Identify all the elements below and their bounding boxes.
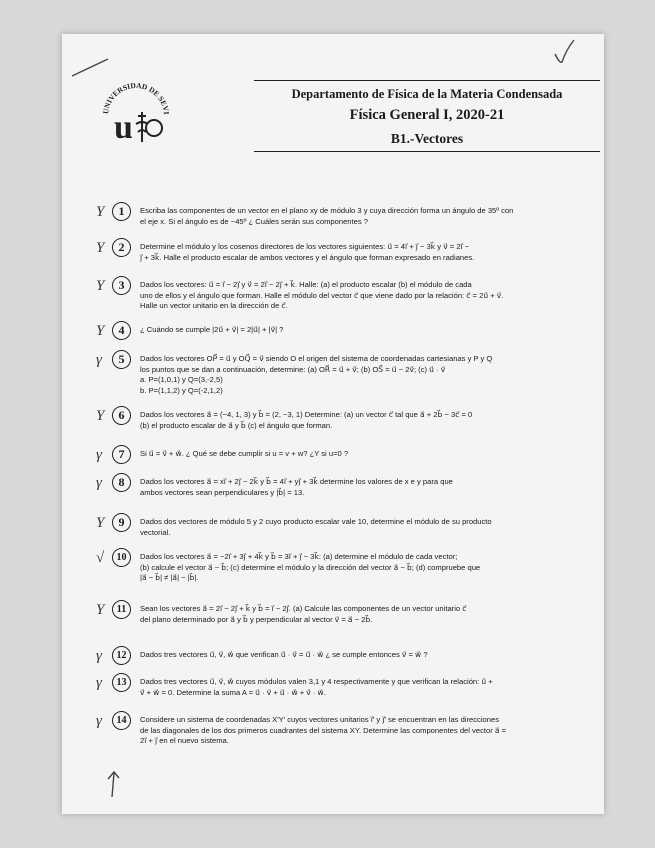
problem-text — [140, 354, 596, 396]
problem-text-line: Dados los vectores OP⃗ = u⃗ y OQ⃗ = v⃗ siendo O el origen del sistema de coordenadas cartesianas y P y Q — [140, 354, 493, 363]
problem-number: 9 — [112, 513, 131, 532]
handwritten-mark: Y — [96, 408, 105, 424]
unit-title: B1.-Vectores — [390, 131, 464, 146]
problem-text-line: Dados los vectores a⃗ = xi⃗ + 2j⃗ − 2k⃗ y b⃗ = 4i⃗ + yj⃗ + 3k⃗ determine los valores de x e y para que — [140, 477, 453, 486]
handwritten-mark: √ — [96, 550, 105, 566]
handwritten-mark: γ — [96, 675, 102, 691]
problem-text-line: Halle un vector unitario en la dirección de c⃗. — [140, 301, 288, 310]
handwritten-mark: Y — [96, 602, 105, 618]
problem-text-line: Escriba las componentes de un vector en el plano xy de módulo 3 y cuya dirección forma un ángulo de 35º con — [140, 206, 514, 215]
problem-text-line: v⃗ + w⃗ = 0. Determine la suma A = u⃗ · v⃗ + u⃗ · w⃗ + v⃗ · w⃗. — [140, 687, 326, 697]
problem-text-line: 2i⃗ + j⃗ en el nuevo sistema. — [140, 736, 229, 745]
header-rule-top — [254, 80, 600, 81]
problem-text — [140, 449, 596, 460]
problem-number: 10 — [112, 548, 131, 567]
problem-text-line: uno de ellos y el ángulo que forman. Halle el módulo del vector c⃗ que viene dado por la relación: c⃗ = 2u⃗ + v⃗. — [140, 290, 504, 300]
problem-text-line: |a⃗ − b⃗| ≠ |a⃗| − |b⃗|. — [140, 573, 199, 582]
problem-text-line: (b) el producto escalar de a⃗ y b⃗ (c) el ángulo que forman. — [140, 420, 333, 430]
problem-text-line: Dados los vectores: u⃗ = i⃗ − 2j⃗ y v⃗ = 2i⃗ − 2j⃗ + k⃗. Halle: (a) el producto escalar (b) el módulo de cada — [140, 280, 472, 289]
problem-number: 11 — [112, 600, 131, 619]
problem-number: 1 — [112, 202, 131, 221]
problem-text-line: Dados dos vectores de módulo 5 y 2 cuyo producto escalar vale 10, determine el módulo de su producto — [140, 517, 492, 526]
problem-text — [140, 677, 596, 698]
problem-text-line: Dados tres vectores u⃗, v⃗, w⃗ cuyos módulos valen 3,1 y 4 respectivamente y que verifican la relación: u⃗ + — [140, 677, 493, 686]
problem-text-line: de las diagonales de los dos primeros cuadrantes del sistema XY. Determine las componentes del vector a⃗ = — [140, 725, 507, 735]
handwritten-mark: γ — [96, 352, 102, 368]
handwritten-mark: Y — [96, 515, 105, 531]
pen-arrow-mark — [102, 769, 122, 799]
problem-text — [140, 325, 596, 336]
problem-text — [140, 552, 596, 584]
problem-text — [140, 410, 596, 431]
university-seal-icon — [98, 76, 174, 152]
handwritten-mark: Y — [96, 278, 105, 294]
header-rule-bottom — [254, 151, 600, 152]
svg-text:u: u — [114, 109, 133, 146]
problem-text — [140, 650, 596, 661]
problem-number: 6 — [112, 406, 131, 425]
handwritten-mark: γ — [96, 713, 102, 729]
pen-stroke-top-left — [70, 56, 110, 78]
department-title: Departamento de Física de la Materia Condensada — [291, 87, 563, 101]
problem-text-line: vectorial. — [140, 527, 171, 537]
handwritten-mark: Y — [96, 204, 105, 220]
problem-text — [140, 280, 596, 312]
problem-text — [140, 715, 596, 747]
problem-text-line: Determine el módulo y los cosenos directores de los vectores siguientes: u⃗ = 4i⃗ + j⃗ − 3k⃗ y v⃗ = 2i⃗ − — [140, 242, 470, 251]
problem-text-line: Si u⃗ = v⃗ + w⃗. ¿ Qué se debe cumplir si u = v + w? ¿Y si u=0 ? — [140, 449, 349, 458]
problem-text-line: ambos vectores sean perpendiculares y |b⃗| = 13. — [140, 487, 305, 497]
problem-number: 3 — [112, 276, 131, 295]
problem-text-line: j⃗ + 3k⃗. Halle el producto escalar de ambos vectores y el ángulo que forman expresado en radianes. — [140, 252, 475, 262]
problem-text-line: los puntos que se dan a continuación, determine: (a) OR⃗ = u⃗ + v⃗; (b) OS⃗ = u⃗ − 2v⃗; (c) u⃗ · v⃗ — [140, 364, 446, 374]
problem-text-line: a. P=(1,0,1) y Q=(3,-2,5) — [140, 375, 223, 384]
handwritten-mark: γ — [96, 475, 102, 491]
svg-text:UNIVERSIDAD DE SEVILLA: UNIVERSIDAD DE SEVI — [101, 80, 171, 115]
problem-text — [140, 477, 596, 498]
problem-text-line: Dados los vectores a⃗ = (−4, 1, 3) y b⃗ = (2, −3, 1) Determine: (a) un vector c⃗ tal que a⃗ + 2b⃗ − 3c⃗ = 0 — [140, 410, 473, 419]
problem-text-line: Sean los vectores a⃗ = 2i⃗ − 2j⃗ + k⃗ y b⃗ = i⃗ − 2j⃗. (a) Calcule las componentes de un vector unitario c⃗ — [140, 604, 467, 613]
handwritten-mark: γ — [96, 447, 102, 463]
course-title: Física General I, 2020-21 — [349, 107, 505, 123]
problem-text-line: Considere un sistema de coordenadas X′Y′ cuyos vectores unitarios i⃗′ y j⃗′ se encuentran en las direcciones — [140, 715, 499, 724]
problem-text — [140, 242, 596, 263]
problem-text-line: Dados los vectores a⃗ = −2i⃗ + 3j⃗ + 4k⃗ y b⃗ = 3i⃗ + j⃗ − 3k⃗: (a) determine el módulo de cada vector; — [140, 552, 458, 561]
problem-number: 4 — [112, 321, 131, 340]
problem-text-line: Dados tres vectores u⃗, v⃗, w⃗ que verifican u⃗ · v⃗ = u⃗ · w⃗ ¿ se cumple entonces v⃗ = w⃗ ? — [140, 650, 428, 659]
problem-number: 14 — [112, 711, 131, 730]
problem-text — [140, 206, 596, 227]
problem-text — [140, 517, 596, 538]
document-page — [62, 34, 604, 814]
problem-text-line: b. P=(1,1,2) y Q=(-2,1,2) — [140, 385, 223, 395]
problem-number: 5 — [112, 350, 131, 369]
handwritten-mark: Y — [96, 240, 105, 256]
problem-text-line: ¿ Cuándo se cumple |2u⃗ + v⃗| = 2|u⃗| + |v⃗| ? — [140, 325, 284, 334]
problem-text — [140, 604, 596, 625]
problem-text-line: (b) calcule el vector a⃗ − b⃗; (c) determine el módulo y la dirección del vector a⃗ − b⃗; (d) compruebe que — [140, 562, 481, 572]
problem-text-line: del plano determinado por a⃗ y b⃗ y perpendicular al vector v⃗ = a⃗ − 2b⃗. — [140, 614, 373, 624]
problem-number: 13 — [112, 673, 131, 692]
problem-number: 7 — [112, 445, 131, 464]
problem-text-line: el eje x. Si el ángulo es de −45º ¿ Cuáles serán sus componentes ? — [140, 216, 368, 226]
checkmark-icon — [552, 38, 578, 66]
problem-number: 2 — [112, 238, 131, 257]
handwritten-mark: γ — [96, 648, 102, 664]
problem-number: 12 — [112, 646, 131, 665]
problem-number: 8 — [112, 473, 131, 492]
handwritten-mark: Y — [96, 323, 105, 339]
